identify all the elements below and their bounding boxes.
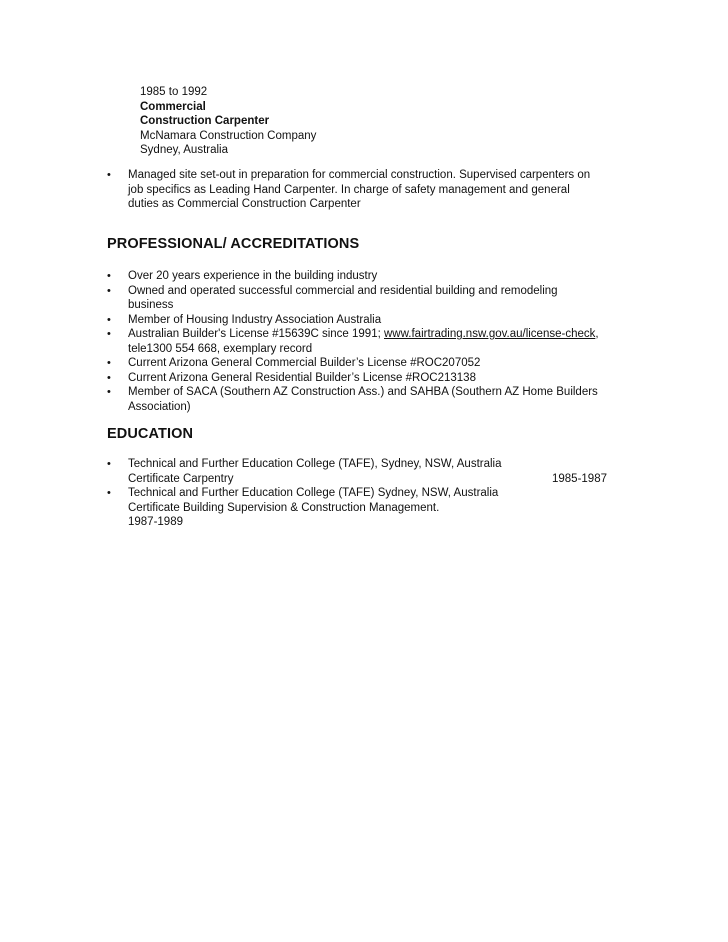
job-title-line2: Construction Carpenter	[140, 115, 270, 127]
accreditation-text: Member of SACA (Southern AZ Construction Ass.) and SAHBA (Southern AZ Home Builders	[128, 386, 598, 398]
accreditation-text: Current Arizona General Residential Builder’s License #ROC213138	[128, 371, 476, 384]
license-check-link[interactable]: www.fairtrading.nsw.gov.au/license-check	[384, 328, 596, 340]
list-item	[0, 168, 628, 212]
accreditations-list	[0, 269, 728, 414]
education-list	[0, 457, 728, 530]
job-company: McNamara Construction Company	[140, 129, 317, 142]
list-item	[0, 284, 628, 313]
job-title-line1: Commercial	[140, 100, 206, 113]
accreditation-text-cont: business	[128, 299, 174, 311]
bullet-icon: •	[107, 371, 111, 384]
list-item	[0, 371, 628, 386]
education-school: Technical and Further Education College (TAFE), Sydney, NSW, Australia	[128, 458, 502, 470]
job-duties-list	[0, 168, 728, 212]
bullet-icon: •	[107, 284, 111, 297]
accreditation-text: Owned and operated successful commercial and residential building and remodeling	[128, 284, 558, 297]
duty-line2: job specifics as Leading Hand Carpenter. In charge of safety management and general	[128, 183, 570, 196]
list-item	[0, 356, 628, 371]
bullet-icon: •	[107, 328, 111, 340]
list-item	[0, 313, 628, 328]
duty-line3: duties as Commercial Construction Carpenter	[128, 198, 361, 210]
accreditation-text: Over 20 years experience in the building industry	[128, 270, 378, 282]
education-school: Technical and Further Education College (TAFE) Sydney, NSW, Australia	[128, 487, 499, 499]
license-comma: ,	[595, 328, 599, 340]
bullet-icon: •	[107, 458, 111, 470]
accreditation-text: Current Arizona General Commercial Builder’s License #ROC207052	[128, 357, 481, 369]
job-header	[140, 85, 316, 158]
bullet-icon: •	[107, 270, 111, 282]
bullet-icon: •	[107, 357, 111, 369]
list-item	[0, 486, 628, 530]
bullet-icon: •	[107, 313, 111, 326]
duty-line1: Managed site set-out in preparation for commercial construction. Supervised carpenters on	[128, 169, 591, 181]
list-item	[0, 385, 628, 414]
job-dates: 1985 to 1992	[140, 86, 208, 98]
accreditation-text-cont: tele1300 554 668, exemplary record	[128, 342, 313, 355]
bullet-icon: •	[107, 487, 111, 499]
education-certificate: Certificate Building Supervision & Construction Management.	[128, 501, 440, 514]
accreditation-text-cont: Association)	[128, 400, 191, 413]
bullet-icon: •	[107, 169, 111, 181]
list-item	[0, 457, 628, 486]
license-text: Australian Builder's License #15639C since 1991;	[128, 328, 384, 340]
education-date: 1985-1987	[552, 472, 607, 485]
education-date: 1987-1989	[128, 516, 183, 528]
bullet-icon: •	[107, 386, 111, 398]
accreditation-license-line	[128, 327, 628, 342]
education-certificate: Certificate Carpentry	[128, 472, 234, 485]
education-heading: EDUCATION	[107, 426, 194, 442]
list-item	[0, 269, 628, 284]
accreditation-text: Member of Housing Industry Association Australia	[128, 313, 382, 326]
accreditations-heading: PROFESSIONAL/ ACCREDITATIONS	[107, 236, 360, 252]
job-location: Sydney, Australia	[140, 144, 229, 156]
list-item	[0, 327, 628, 356]
